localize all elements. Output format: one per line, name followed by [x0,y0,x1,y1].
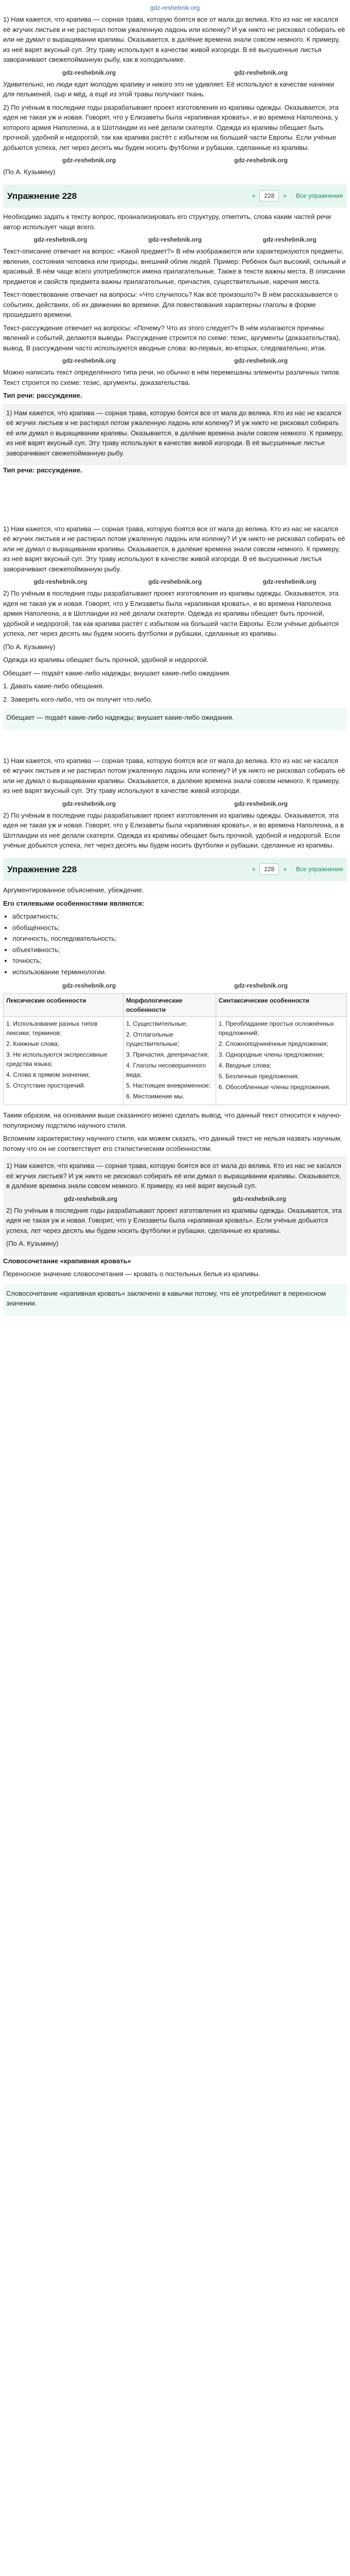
watermark-row [3,235,347,244]
watermark: gdz-reshebnik.org [62,157,116,164]
watermark: gdz-reshebnik.org [234,982,288,989]
table-header: Синтаксические особенности [216,994,346,1017]
watermark-row [6,1194,344,1204]
source-author: (По А. Кузьмину) [3,642,56,651]
quote-block [3,1157,347,1256]
watermark: gdz-reshebnik.org [234,800,288,807]
speech-type: Тип речи: рассуждение. [3,466,82,474]
paragraph: Можно написать текст определённого типа речи, но обычно в нём перемешаны элементы различных типов. Текст строится по схеме: тезис, аргументы, доказательства. [3,368,341,386]
table-header: Лексические особенности [4,994,124,1017]
list-item: • логичность, последовательность; [12,934,347,944]
table-header: Морфологические особенности [124,994,216,1017]
table-cell-item: 6. Местоимение мы. [126,1093,185,1100]
table-cell-item: 5. Настоящее вневременное; [126,1082,211,1089]
source-author: (По А. Кузьмину) [6,1240,59,1247]
paragraph: 2) По учёным в последние годы разрабатывают проект изготовления из крапивы одежды. Оказывается, эта идея не такая уж и новая. Говорят, что у Елизаветы была «крапивная кровать». Если учёные добьются успеха, лет через десять мы будем носить футболки и рубашки, сделанные из крапивы. [6,1206,342,1234]
style-heading: Его стилевыми особенностями являются: [3,899,145,907]
exercise-number: 228 [259,863,279,875]
table-row [4,1017,347,1105]
list-item: • обобщённость; [12,923,347,933]
exercise-title: Упражнение 228 [7,864,77,874]
table-cell-item: 2. Отглагольные существительные; [126,1031,180,1047]
watermark: gdz-reshebnik.org [33,236,87,243]
table-cell-morphological [124,1017,216,1105]
table-cell-item: 6. Обособленные члены предложения. [218,1083,331,1091]
style-features-list [3,911,347,977]
watermark-row [3,577,347,586]
watermark-row [3,68,347,77]
watermark-row [3,356,347,365]
list-item: • точность; [12,956,347,966]
paragraph: 2) По учёным в последние годы разрабатывают проект изготовления из крапивы одежды. Оказывается, эта идея не такая уж и новая. Говорят, что у Елизаветы была «крапивная кровать», и во времена Наполеона, у которого армия Наполеона, а в Шотландии из неё делали скатерти. Одежда из крапивы обещает быть прочной, удобной и недорогой, так как крапива растёт с избытком на большей части Европы. Если учёные добьются успеха, лет через десять мы будем носить футболки и рубашки, сделанные из крапивы. [3,103,339,151]
watermark: gdz-reshebnik.org [232,1195,286,1202]
speech-type: Тип речи: рассуждение. [3,392,82,399]
watermark: gdz-reshebnik.org [63,1195,117,1202]
paragraph: Удивительно, но люди едят молодую крапиву и никого это не удивляет. Её используют в качестве начинки для пельменей, сыр и мёд, а ещё из этой травы получают ткань. [3,80,334,98]
table-cell-item: 2. Книжные слова; [6,1040,60,1047]
sense-1: 1. Давать какие-либо обещания. [3,682,104,690]
all-exercises-link[interactable]: Все упражнения [295,866,343,873]
paragraph: Необходимо задать к тексту вопрос, проанализировать его структуру, отметить, слова каким частей речи автор использует чаще всего. [3,213,331,231]
paragraph: 2) По учёным в последние годы разрабатывают проект изготовления из крапивы одежды. Оказывается, эта идея не такая уж и новая. Говорят, что у Елизаветы была «крапивная кровать», и во времена Наполеона армия Наполеона, а в Шотландии из неё делали скатерти. Одежда из крапивы обещает быть прочной, удобной и недорогой, так как крапива растёт с избытком на большей части Европы. Если учёные добьются успеха, лет через десять мы будем носить футболки и рубашки, сделанные из крапивы. [3,589,339,637]
paragraph-narration: Текст-повествование отвечает на вопросы: «Что случилось? Как всё произошло?» В нём рассказывается о событиях, действиях, об их движении во времени. Для повествования характерны глаголы в форме прошедшего времени. [3,291,338,318]
ad-space [3,737,347,756]
table-cell-item: 4. Слова в прямом значении; [6,1071,90,1078]
quote-block [3,404,347,466]
solution-block [3,212,347,476]
paragraph: 1) Нам кажется, что крапива — сорная трава, которую боятся все от мала до велика. Кто из нас не касался её жгучих листьев и не растирал потом ужаленную ладонь или коленку? И уж никто не рисковал собирать её или не думал о выращивании крапивы. Оказывается, в далёкие времена знали совсем немного. К примеру, из неё варят вкусный суп. Эту траву используют в качестве живой изгороди. [3,756,345,794]
watermark: gdz-reshebnik.org [148,236,202,243]
table-cell-item: 1. Преобладание простых осложнённых предложений; [218,1020,334,1037]
paragraph: 1) Нам кажется, что крапива — сорная трава, которую боятся все от мала до велика. Кто из нас не касался её жгучих листьев и не растирал потом ужаленную ладонь или коленку? И уж никто не рисковал собирать её или не думал о выращивании крапивы. Оказывается, в далёкие времена знали совсем немного. К примеру, из неё варят вкусный суп. Эту траву используют в качестве живой изгороди. В её высушенные листья заворачивают свежепойманную рыбу. [3,524,345,573]
paragraph: 1) Нам кажется, что крапива — сорная трава, которую боятся все от мала до велика. Кто из нас не касался её жгучих листьев и не растирал потом ужаленную ладонь или коленку? И уж никто не рисковал собирать её или думал о выращивании крапивы. Оказывается, в далёкие времена знали совсем немного. К примеру, из неё варят вкусный суп. Эту траву используют в качестве живой изгороди. В её высушенные листья заворачивают свежепойманную рыбу. [6,409,343,457]
all-exercises-link[interactable]: Все упражнения [295,192,343,200]
paragraph: Вспомним характеристику научного стиля, как можем сказать, что данный текст не нельзя назвать научным, потому что он не соответствует его стилистическим особенностям. [3,1134,342,1153]
exercise-title: Упражнение 228 [7,191,77,201]
list-item: • объективность; [12,945,347,955]
paragraph: Аргументированное объяснение, убеждение. [3,886,144,894]
paragraph-description: Текст-описание отвечает на вопрос: «Какой предмет?» В нём изображаются или характеризуются предметы, явления, состояния человека или природы, внешний облик людей. Пример: Ребёнок был высокий, сильный и красивый. В нём чаще всего употребляются имена прилагательные. Также в тексте важны места. В описании предметов и свойств предмета важны прилагательные, причастия, существительные, наречия места. [3,247,346,285]
watermark: gdz-reshebnik.org [62,800,116,807]
exercise-header [3,184,347,208]
prev-exercise-button[interactable]: « [252,192,256,200]
table-cell-item: 3. Причастия, деепричастия; [126,1051,209,1058]
paragraph: 1) Нам кажется, что крапива — сорная трава, которую боятся все от мала до велика. Кто из нас не касался её жгучих листьев и не растирал потом ужаленную ладонь или коленку? И уж никто не рисковал собирать её или не думал о выращивании крапивы. Оказывается, в далёкие времена знали совсем немного. К примеру, из неё варят вкусный суп. Эту траву используют в качестве живой изгороди. В её высушенные листья заворачивают свежепойманную рыбу, как в холодильнике. [3,15,345,63]
watermark: gdz-reshebnik.org [148,578,202,585]
watermark: gdz-reshebnik.org [234,157,288,164]
watermark-row [3,799,347,808]
exercise-number: 228 [259,190,279,201]
answer: Словосочетание «крапивная кровать» заключено в кавычки потому, что её употребляют в переносном значении. [6,1289,326,1307]
source-author: (По А. Кузьмину) [3,168,56,176]
table-header-row [4,994,347,1017]
table-cell-item: 2. Сложноподчинённые предложения; [218,1040,328,1047]
answer-block [3,708,347,730]
list-item: • абстрактность; [12,911,347,922]
exercise-text-block [3,14,347,177]
next-exercise-button[interactable]: » [283,192,287,200]
watermark-row [3,981,347,990]
solution-block [3,756,347,851]
site-url[interactable]: gdz-reshebnik.org [150,4,200,11]
watermark: gdz-reshebnik.org [262,236,317,243]
table-cell-lexical [4,1017,124,1105]
paragraph-reasoning: Текст-рассуждение отвечает на вопросы: «Почему? Что из этого следует?» В нём излагаются причины явлений и событий, делаются выводы. Рассуждение строится по схеме: тезис, аргументы (доказательства), вывод. В рассуждении часто используются вводные слова: во-первых, во-вторых, следовательно, итак. [3,324,341,352]
style-features-table [3,993,347,1105]
table-cell-item: 4. Глаголы несовершенного вида; [126,1062,206,1078]
table-cell-syntactic [216,1017,346,1105]
prev-exercise-button[interactable]: « [252,866,256,873]
watermark: gdz-reshebnik.org [62,69,116,76]
watermark: gdz-reshebnik.org [262,578,317,585]
table-cell-item: 1. Существительные; [126,1020,188,1027]
paragraph: Таким образом, на основании выше сказанного можно сделать вывод, что данный текст относится к научно-популярному подстилю научного стиля. [3,1111,342,1129]
watermark: gdz-reshebnik.org [33,578,87,585]
sense-2: 2. Заверять кого-либо, что он получит что-либо. [3,695,153,703]
exercise-nav [251,863,343,875]
table-cell-item: 5. Отсутствие просторечий. [6,1082,85,1089]
ad-space [3,483,347,524]
table-cell-item: 4. Вводные слова; [218,1062,271,1069]
list-item: • использование терминологии. [12,967,347,977]
solution-block [3,885,347,1316]
watermark: gdz-reshebnik.org [234,357,288,364]
paragraph: 1) Нам кажется, что крапива — сорная трава, которую боятся все от мала до велика. Кто из нас не касался её жгучих листьев? И уж никто не рисковал собирать её или думал о выращивании крапивы. Оказывается, в далёкие времена знали совсем немного. К примеру, из неё варят вкусный суп. [6,1162,342,1190]
paragraph: 2) По учёным в последние годы разрабатывают проект изготовления из крапивы одежды. Оказывается, эта идея не такая уж и новая. Говорят, что у Елизаветы была «крапивная кровать», и во времена Наполеона, а в Шотландии из неё делали скатерти. Одежда из крапивы обещает быть прочной, удобной и недорогой. Если учёные добьются успеха, лет через десять мы будем носить футболки и рубашки, сделанные из крапивы. [3,811,344,849]
exercise-nav [251,190,343,201]
watermark: gdz-reshebnik.org [234,69,288,76]
phrase-heading: Словосочетание «крапивная кровать» [3,1257,131,1265]
exercise-header [3,858,347,882]
table-cell-item: 1. Использование разных типов лексики; терминов; [6,1020,98,1037]
next-exercise-button[interactable]: » [283,866,287,873]
paragraph: Одежда из крапивы обещает быть прочной, удобной и недорогой. [3,656,209,664]
watermark: gdz-reshebnik.org [62,982,116,989]
table-cell-item: 3. Не используются экспрессивные средства языка; [6,1051,108,1067]
solution-block [3,524,347,730]
final-answer [3,1284,347,1316]
definition: Обещает — подаёт какие-либо надежды; внушает какие-либо ожидания. [3,669,231,677]
table-cell-item: 3. Однородные члены предложения; [218,1051,324,1058]
watermark: gdz-reshebnik.org [62,357,116,364]
watermark-row [3,156,347,165]
table-cell-item: 5. Безличные предложения; [218,1073,299,1080]
answer: Обещает — подаёт какие-либо надежды; внушает какие-либо ожидания. [6,714,234,721]
paragraph: Переносное значение словосочетания — кровать о постельных белья из крапивы. [3,1270,260,1278]
